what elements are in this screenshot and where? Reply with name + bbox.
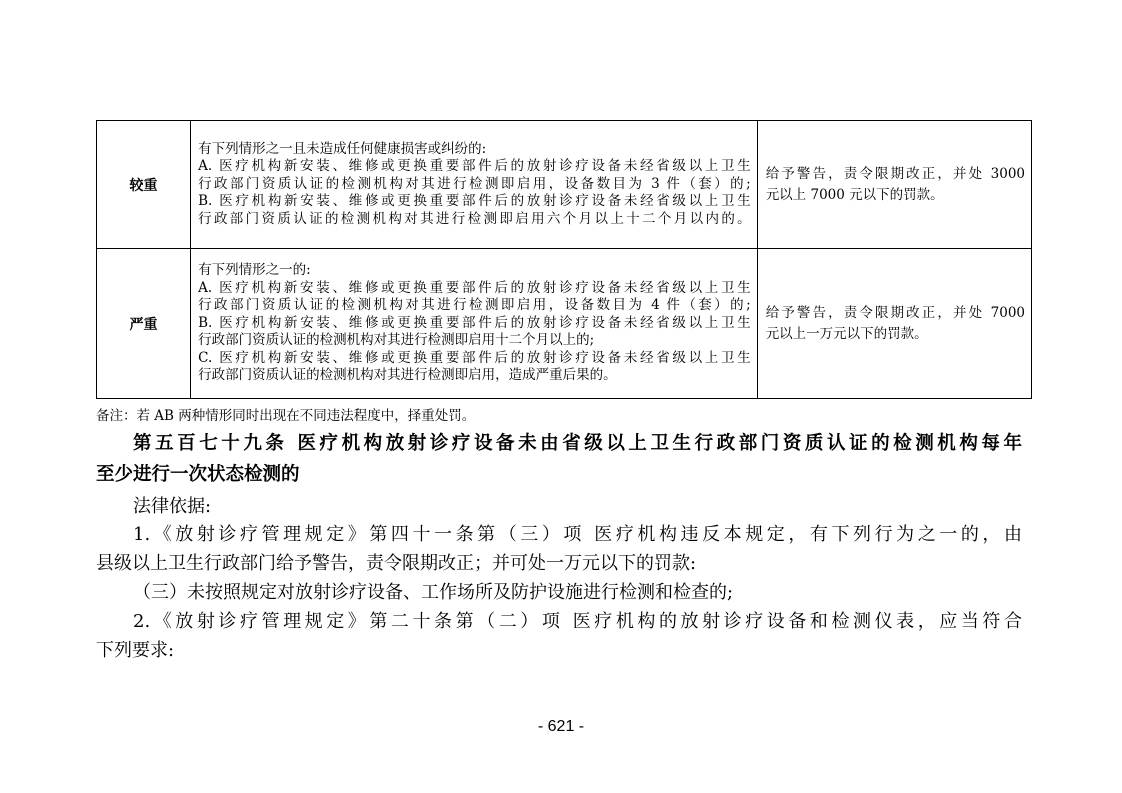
penalty-line: 元以上一万元以下的罚款。 [765,325,928,342]
level-cell: 较重 [97,121,191,249]
page-number: - 621 - [537,718,585,735]
level-cell: 严重 [97,249,191,399]
condition-line: 有下列情形之一的: [198,262,311,279]
legal-basis-label: 法律依据: [133,496,212,517]
condition-line: 有下列情形之一且未造成任何健康损害或纠纷的: [198,140,487,157]
condition-line: 行政部门资质认证的检测机构对其进行检测即启用，造成严重后果的。 [198,367,617,384]
condition-line: 行政部门资质认证的检测机构对其进行检测即启用，设备数目为 3 件（套）的; [198,175,751,192]
condition-line: A. 医疗机构新安装、维修或更换重要部件后的放射诊疗设备未经省级以上卫生 [198,158,751,175]
condition-line: 行政部门资质认证的检测机构对其进行检测即启用，设备数目为 4 件（套）的; [198,297,751,314]
condition-line: B. 医疗机构新安装、维修或更换重要部件后的放射诊疗设备未经省级以上卫生 [198,193,751,210]
condition-line: A. 医疗机构新安装、维修或更换重要部件后的放射诊疗设备未经省级以上卫生 [198,279,751,296]
penalty-line: 元以上 7000 元以下的罚款。 [765,186,944,203]
paragraph-line: 下列要求: [96,640,175,661]
paragraph-line: （三）未按照规定对放射诊疗设备、工作场所及防护设施进行检测和检查的; [133,582,734,603]
condition-line: B. 医疗机构新安装、维修或更换重要部件后的放射诊疗设备未经省级以上卫生 [198,314,751,331]
condition-line: C. 医疗机构新安装、维修或更换重要部件后的放射诊疗设备未经省级以上卫生 [198,349,751,366]
penalty-cell [757,249,1031,399]
penalty-line: 给予警告，责令限期改正，并处 3000 [765,165,1025,182]
condition-line: 行政部门资质认证的检测机构对其进行检测即启用六个月以上十二个月以内的。 [198,210,751,227]
condition-cell [191,121,758,249]
table-row-severe [97,249,1032,399]
paragraph-line: 县级以上卫生行政部门给予警告，责令限期改正；并可处一万元以下的罚款: [96,553,697,574]
penalty-table [96,120,1032,399]
paragraph-line: 1.《放射诊疗管理规定》第四十一条第（三）项 医疗机构违反本规定，有下列行为之一的，由 [133,524,1022,545]
table-row-light [97,121,1032,249]
article-title-line: 第五百七十九条 医疗机构放射诊疗设备未由省级以上卫生行政部门资质认证的检测机构每年 [133,433,1022,454]
penalty-cell [757,121,1031,249]
paragraph-line: 2.《放射诊疗管理规定》第二十条第（二）项 医疗机构的放射诊疗设备和检测仪表，应当符合 [133,611,1022,632]
article-title-line: 至少进行一次状态检测的 [96,464,300,485]
condition-line: 行政部门资质认证的检测机构对其进行检测即启用十二个月以上的; [198,332,595,349]
condition-cell [191,249,758,399]
table-note: 备注：若 AB 两种情形同时出现在不同违法程度中，择重处罚。 [96,408,476,424]
penalty-line: 给予警告，责令限期改正，并处 7000 [765,304,1025,321]
